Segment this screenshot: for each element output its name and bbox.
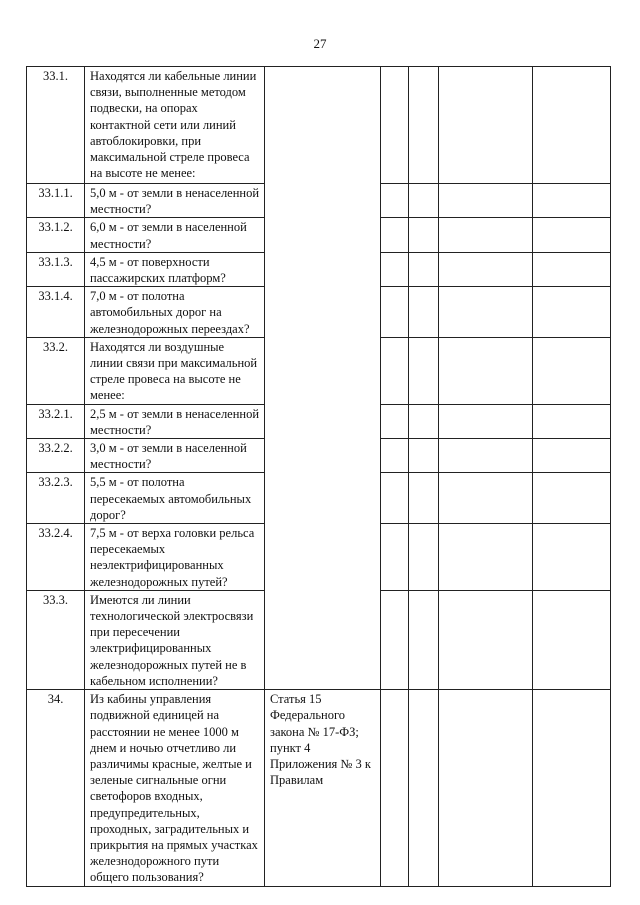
answer-yes-cell [381,337,409,404]
answer-no-cell [409,67,439,184]
item-number: 33.1.1. [27,184,85,218]
question-text: 5,0 м - от земли в ненаселенной местности? [85,184,265,218]
answer-no-cell [409,690,439,886]
answer-yes-cell [381,404,409,438]
answer-na-cell [439,473,533,524]
answer-no-cell [409,184,439,218]
item-number: 33.2.3. [27,473,85,524]
answer-na-cell [439,690,533,886]
answer-yes-cell [381,218,409,252]
answer-na-cell [439,404,533,438]
answer-yes-cell [381,67,409,184]
notes-cell [533,524,611,591]
notes-cell [533,439,611,473]
question-text: 5,5 м - от полотна пересекаемых автомобильных дорог? [85,473,265,524]
item-number: 33.1.2. [27,218,85,252]
question-text: 7,0 м - от полотна автомобильных дорог на железнодорожных переездах? [85,287,265,338]
item-number: 33.1.3. [27,252,85,286]
answer-yes-cell [381,184,409,218]
answer-na-cell [439,218,533,252]
item-number: 33.2. [27,337,85,404]
answer-no-cell [409,404,439,438]
answer-no-cell [409,473,439,524]
notes-cell [533,404,611,438]
table-row [27,690,611,886]
answer-na-cell [439,184,533,218]
answer-na-cell [439,337,533,404]
table-row [27,67,611,184]
question-text: Находятся ли кабельные линии связи, выполненные методом подвески, на опорах контактной сети или линий автоблокировки, при максимальной стреле провеса на высоте не менее: [85,67,265,184]
item-number: 33.2.1. [27,404,85,438]
notes-cell [533,590,611,689]
notes-cell [533,252,611,286]
answer-no-cell [409,287,439,338]
answer-yes-cell [381,690,409,886]
question-text: 6,0 м - от земли в населенной местности? [85,218,265,252]
notes-cell [533,184,611,218]
checklist-table [26,66,611,887]
question-text: Из кабины управления подвижной единицей на расстоянии не менее 1000 м днем и ночью отчетливо ли различимы красные, желтые и зеленые сигнальные огни светофоров входных, предупредительных, проходных, заградительных и прикрытия на прямых участках железнодорожного пути общего пользования? [85,690,265,886]
answer-no-cell [409,218,439,252]
answer-yes-cell [381,473,409,524]
question-text: 7,5 м - от верха головки рельса пересекаемых неэлектрифицированных железнодорожных путей? [85,524,265,591]
legal-reference-cell [265,67,381,690]
question-text: Имеются ли линии технологической электросвязи при пересечении электрифицированных железнодорожных путей не в кабельном исполнении? [85,590,265,689]
answer-no-cell [409,590,439,689]
answer-na-cell [439,67,533,184]
item-number: 33.3. [27,590,85,689]
question-text: 4,5 м - от поверхности пассажирских платформ? [85,252,265,286]
page-number: 27 [313,36,327,51]
notes-cell [533,287,611,338]
answer-yes-cell [381,524,409,591]
answer-na-cell [439,590,533,689]
answer-na-cell [439,439,533,473]
notes-cell [533,690,611,886]
answer-na-cell [439,287,533,338]
item-number: 33.1. [27,67,85,184]
answer-no-cell [409,524,439,591]
notes-cell [533,337,611,404]
answer-yes-cell [381,287,409,338]
question-text: 2,5 м - от земли в ненаселенной местности? [85,404,265,438]
question-text: Находятся ли воздушные линии связи при максимальной стреле провеса на высоте не менее: [85,337,265,404]
notes-cell [533,218,611,252]
legal-reference-cell: Статья 15 Федерального закона № 17-ФЗ; пункт 4 Приложения № 3 к Правилам [265,690,381,886]
item-number: 33.2.2. [27,439,85,473]
answer-yes-cell [381,439,409,473]
item-number: 33.2.4. [27,524,85,591]
answer-no-cell [409,439,439,473]
answer-na-cell [439,524,533,591]
answer-yes-cell [381,252,409,286]
question-text: 3,0 м - от земли в населенной местности? [85,439,265,473]
answer-no-cell [409,337,439,404]
answer-yes-cell [381,590,409,689]
notes-cell [533,473,611,524]
item-number: 33.1.4. [27,287,85,338]
item-number: 34. [27,690,85,886]
answer-no-cell [409,252,439,286]
notes-cell [533,67,611,184]
answer-na-cell [439,252,533,286]
